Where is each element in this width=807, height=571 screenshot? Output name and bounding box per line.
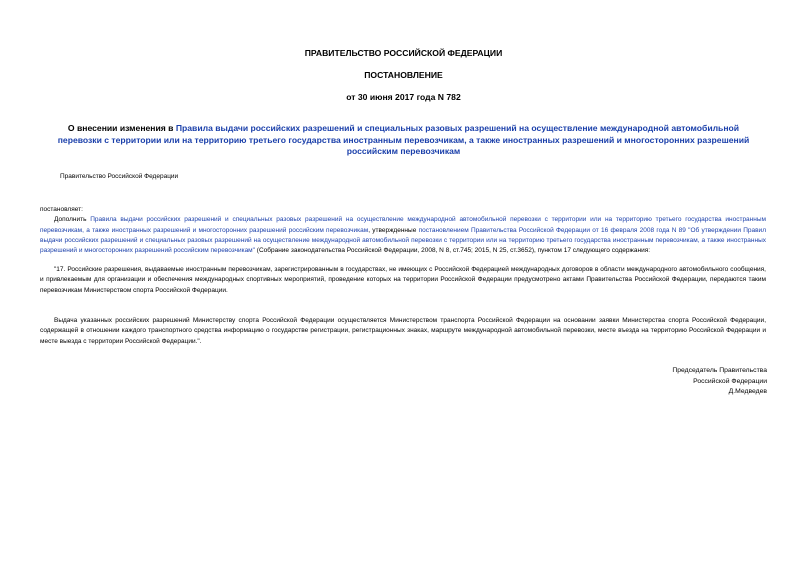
document-title bbox=[48, 123, 759, 158]
decree-word: постановляет: bbox=[40, 206, 83, 213]
resolution-link[interactable]: постановлением Правительства Российской Федерации от 16 февраля 2008 года N 89 "Об утверждении Правил выдачи российских разрешений и специальных разовых разрешений на осуществление международной автомобильной перевозки с территории или на территорию третьего государства иностранным перевозчикам, а также иностранных разрешений и многосторонних разрешений российским перевозчикам" bbox=[40, 226, 766, 255]
point-17-paragraph: "17. Российские разрешения, выдаваемые иностранным перевозчикам, зарегистрированным в государствах, не имеющих с Российской Федерацией международных договоров в области международного автомобильного сообщения, и привлекаемым для организации и обеспечения международных спортивных мероприятий, проведение которых на территории Российской Федерации предусмотрено актами Правительства Российской Федерации, передаются таким перевозчикам Министерством спорта Российской Федерации. bbox=[40, 266, 766, 294]
signature-country: Российской Федерации bbox=[693, 377, 767, 385]
decree-part-3: (Собрание законодательства Российской Федерации, 2008, N 8, ст.745; 2015, N 25, ст.3652), пунктом 17 следующего содержания: bbox=[254, 247, 651, 255]
document-date-number: от 30 июня 2017 года N 782 bbox=[346, 92, 461, 102]
issuance-paragraph: Выдача указанных российских разрешений Министерству спорта Российской Федерации осуществляется Министерством транспорта Российской Федерации на основании заявки Министерства спорта Российской Федерации, содержащей в отношении каждого транспортного средства информацию о государстве регистрации, регистрационных знаках, маршруте международной автомобильной перевозки, месте въезда на территорию Российской Федерации и месте выезда с территории Российской Федерации.". bbox=[40, 317, 766, 345]
decree-paragraph bbox=[40, 205, 766, 256]
signature-name: Д.Медведев bbox=[728, 388, 767, 395]
government-heading: ПРАВИТЕЛЬСТВО РОССИЙСКОЙ ФЕДЕРАЦИИ bbox=[304, 48, 503, 58]
title-prefix: О внесении изменения в bbox=[67, 123, 176, 133]
issuer-paragraph: Правительство Российской Федерации bbox=[60, 173, 179, 180]
decree-part-1: Дополнить bbox=[54, 216, 91, 224]
rules-link[interactable]: Правила выдачи российских разрешений и специальных разовых разрешений на осуществление международной автомобильной перевозки с территории или на территорию третьего государства иностранным перевозчикам, а также иностранных разрешений и многосторонних разрешений российским перевозчикам bbox=[40, 216, 766, 234]
signature-block bbox=[672, 366, 767, 398]
title-rules-link[interactable]: Правила выдачи российских разрешений и специальных разовых разрешений на осуществление международной автомобильной перевозки с территории или на территорию третьего государства иностранным перевозчикам, а также иностранных разрешений и многосторонних разрешений российским перевозчикам bbox=[57, 123, 750, 157]
decree-text bbox=[40, 215, 766, 256]
document-type-heading: ПОСТАНОВЛЕНИЕ bbox=[364, 70, 443, 80]
decree-part-2: , утвержденные bbox=[368, 226, 419, 234]
signature-position: Председатель Правительства bbox=[672, 367, 767, 374]
